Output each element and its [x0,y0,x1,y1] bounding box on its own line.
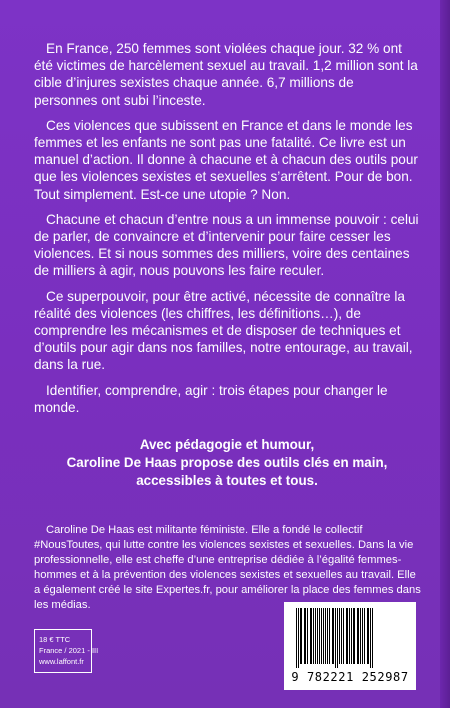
barcode-bar [296,608,297,668]
author-bio [34,523,422,613]
edition-label: France / 2021 - III [39,646,99,655]
barcode-bar [300,608,302,664]
barcode-icon [292,608,408,668]
barcode-bar [353,608,355,664]
barcode-bar [360,608,361,664]
barcode-bar [332,608,334,664]
barcode-bar [310,608,312,664]
barcode-bar [319,608,320,664]
barcode-bar [298,608,299,668]
barcode-bar [317,608,318,664]
tagline-line-2: Caroline De Haas propose des outils clés en main, [66,455,388,470]
barcode-bar [357,608,359,664]
blurb-paragraph-2: Ces violences que subissent en France et dans le monde les femmes et les enfants ne sont pas une fatalité. Ce livre est un manuel d’action. Il donne à chacune et à chacun des outils pour que les violences sexistes et sexuelles s’arrêtent. Pour de bon. Tout simplement. Est-ce une utopie ? Non. [34,117,418,202]
barcode-bar [329,608,330,664]
barcode-bar [372,608,373,668]
barcode-bar [346,608,348,664]
barcode-bar [315,608,316,664]
barcode-bar [351,608,352,664]
blurb [34,40,420,424]
price-label: 18 € TTC [39,635,71,644]
barcode-bar [313,608,314,664]
barcode-bar [323,608,324,664]
barcode-bar [325,608,326,664]
barcode-bar [321,608,322,664]
barcode-bar [349,608,350,664]
price-info-box [34,629,99,673]
barcode-bar [364,608,365,664]
blurb-paragraph-5: Identifier, comprendre, agir : trois étapes pour changer le monde. [34,382,388,415]
barcode-bar [327,608,328,664]
spine-edge [440,0,450,708]
blurb-paragraph-4: Ce superpouvoir, pour être activé, nécessite de connaître la réalité des violences (les chiffres, les définitions…), de comprendre les mécanismes et de disposer de techniques et d’outils pour agir dans nos familles, notre entourage, au travail, dans la rue. [34,288,413,373]
barcode-bar [341,608,342,664]
blurb-paragraph-1: En France, 250 femmes sont violées chaque jour. 32 % ont été victimes de harcèlement sexuel au travail. 1,2 million sont la cible d’injures sexistes chaque année. 6,7 millions de personnes ont subi l’inceste. [34,41,418,108]
barcode-bar [370,608,371,668]
barcode-bar [335,608,336,668]
author-bio-text: Caroline De Haas est militante féministe. Elle a fondé le collectif #NousToutes, qui lutte contre les violences sexistes et sexuelles. Dans la vie professionnelle, elle est cheffe d’une entreprise dédiée à l’égalité femmes-hommes et à la prévention des violences sexistes et sexuelles au travail. Elle a également créé le site Expertes.fr, pour améliorer la place des femmes dans les médias. [34,524,421,611]
barcode-bar [337,608,338,668]
website-label: www.laffont.fr [39,657,84,666]
tagline-line-1: Avec pédagogie et humour, [139,437,315,452]
barcode-bar [339,608,340,664]
barcode-bar [367,608,369,664]
barcode-bar [343,608,344,664]
tagline-line-3: accessibles à toutes et tous. [136,473,318,488]
barcode-bar [304,608,306,664]
isbn-number: 9 782221 252987 [291,670,409,684]
blurb-paragraph-3: Chacune et chacun d’entre nous a un immense pouvoir : celui de parler, de convaincre et d’intervenir pour faire cesser les violences. Et si nous sommes des milliers, voire des centaines de milliers à agir, nous pouvons les faire reculer. [34,211,419,279]
tagline [34,436,420,490]
barcode-bar [362,608,363,664]
barcode-panel [284,602,416,690]
barcode-bar [307,608,308,664]
